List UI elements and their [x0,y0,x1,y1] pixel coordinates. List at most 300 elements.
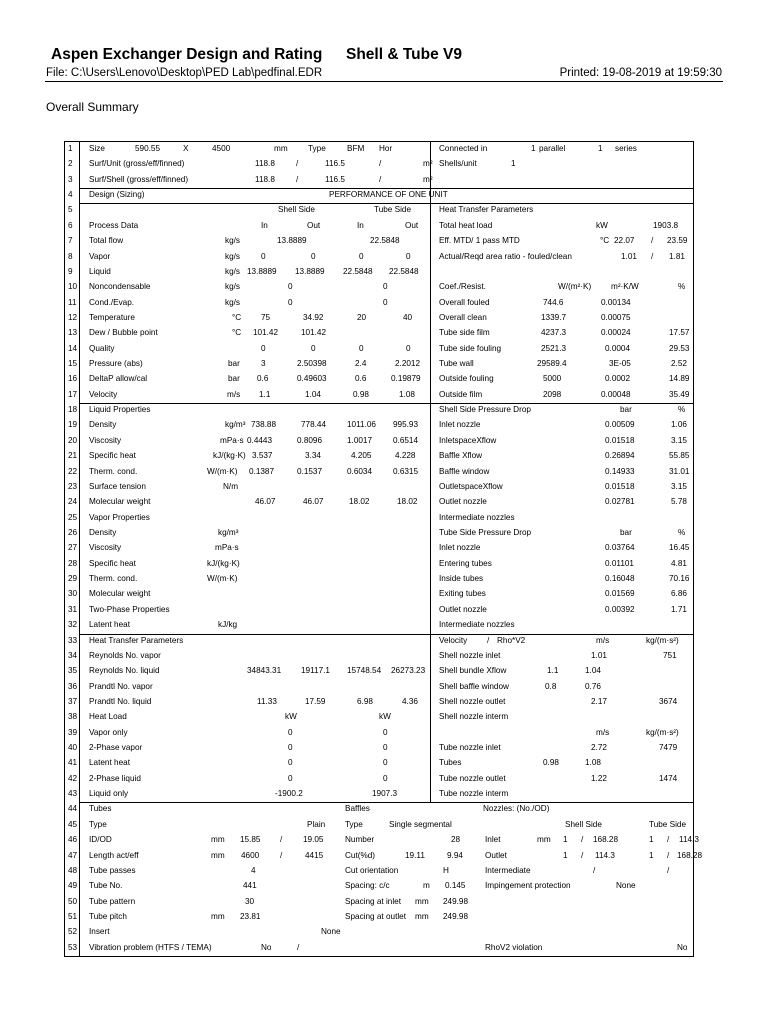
table-cell: 1.1 [547,666,559,676]
row-number: 3 [68,174,73,184]
table-cell: mm [537,835,551,845]
row-number: 39 [68,727,78,737]
table-cell: Tube side fouling [439,343,502,353]
table-cell: 1.0017 [347,435,373,445]
table-cell: 249.98 [443,912,469,921]
row-number: 19 [68,420,78,430]
table-cell: 28 [451,835,461,845]
table-cell: Viscosity [89,435,122,445]
table-cell: Reynolds No. liquid [89,666,160,676]
table-cell: Prandtl No. vapor [89,681,153,691]
table-cell: mPa·s [215,543,239,553]
table-cell: 0.6514 [393,435,419,445]
table-cell: 34843.31 [247,666,282,676]
table-cell: Velocity [89,389,118,399]
row-number: 14 [68,343,78,353]
table-cell: W/(m²·K) [558,282,592,292]
table-cell: Shell Side [565,819,602,829]
table-cell: 19117.1 [301,666,330,676]
table-cell: 0.01101 [605,558,634,568]
table-cell: Quality [89,343,115,353]
table-cell: 31.01 [669,466,690,476]
table-cell: kg/s [225,236,241,246]
table-cell: -1900.2 [275,789,303,799]
table-cell: 2-Phase liquid [89,773,141,783]
row-number: 11 [68,297,77,307]
table-cell: Surf/Shell (gross/eff/finned) [89,174,189,184]
row-number: 42 [68,773,78,783]
table-cell: Total heat load [439,220,493,230]
table-cell: 0.16048 [605,574,635,584]
printed-timestamp: Printed: 19-08-2019 at 19:59:30 [559,67,722,79]
table-cell: 9.94 [447,850,463,860]
table-cell: Latent heat [89,758,130,768]
table-cell: Liquid [89,266,111,276]
table-cell: 13.8889 [295,266,325,276]
row-number: 29 [68,574,78,584]
table-cell: 1.01 [591,650,607,660]
table-cell: BFM [347,144,365,153]
row-number: 25 [68,512,78,522]
table-cell: Cut(%d) [345,850,376,860]
table-cell: 3.537 [252,451,273,461]
table-cell: 2-Phase vapor [89,743,143,753]
table-cell: Outlet [485,850,507,860]
table-cell: Dew / Bubble point [89,328,158,338]
table-cell: mm [415,896,429,906]
row-number: 21 [68,451,78,461]
table-cell: 0 [311,251,316,261]
table-cell: 3E-05 [609,359,631,369]
table-cell: 3.15 [671,435,687,445]
row-number: 35 [68,666,78,676]
table-cell: Vapor [89,251,111,261]
table-cell: 0.49603 [297,374,327,384]
table-cell: 0 [406,251,411,261]
row-number: 49 [68,881,78,891]
table-cell: 46.07 [255,497,276,507]
table-cell: 34.92 [303,312,324,322]
table-cell: 0.00134 [601,297,631,307]
row-number: 40 [68,743,78,753]
table-cell: Inside tubes [439,574,484,584]
table-cell: mm [211,850,225,860]
table-cell: 1474 [659,773,678,783]
table-cell: 19.11 [405,850,425,860]
table-cell: 168.28 [677,850,703,860]
table-cell: 4415 [305,850,324,860]
table-cell: 0.8 [545,681,557,691]
table-cell: 29589.4 [537,359,567,369]
table-cell: Specific heat [89,558,136,568]
table-cell: 0 [288,743,293,753]
table-cell: 1 [598,144,603,153]
table-cell: 101.42 [301,328,327,338]
table-cell: 0 [359,343,364,353]
table-cell: Tube Side [374,205,412,215]
table-cell: / [651,236,654,246]
table-cell: °C [600,236,610,246]
table-cell: 4 [251,865,256,875]
table-cell: Hor [379,144,393,153]
table-cell: 0 [288,282,293,292]
row-number: 50 [68,896,78,906]
report-title: Aspen Exchanger Design and Rating [51,46,323,63]
row-number: 27 [68,543,78,553]
table-cell: In [261,220,268,230]
table-cell: Process Data [89,220,139,230]
table-cell: 0 [261,343,266,353]
table-cell: kg/(m·s²) [646,727,679,737]
table-cell: 0.03764 [605,543,635,553]
table-cell: 118.8 [255,159,275,169]
table-cell: 20 [357,312,367,322]
table-cell: °C [232,328,242,338]
table-cell: 23.81 [240,912,261,921]
table-cell: 778.44 [301,420,327,430]
table-cell: 1.08 [585,758,601,768]
table-cell: / [296,159,299,169]
table-cell: Outside film [439,389,483,399]
table-cell: Shell Side [278,205,315,215]
table-cell: Tube Side [649,819,687,829]
table-cell: kW [596,220,608,230]
table-cell: Tube side film [439,328,490,338]
table-cell: 46.07 [303,497,324,507]
row-number: 31 [68,604,78,614]
table-cell: 0.00024 [601,328,631,338]
table-cell: 1.04 [585,666,601,676]
table-cell: Tube nozzle outlet [439,773,506,783]
table-cell: / [667,835,670,845]
table-cell: 2.2012 [395,359,421,369]
table-cell: 0 [311,343,316,353]
table-cell: kg/s [225,297,241,307]
table-cell: W/(m·K) [207,574,238,584]
table-cell: 1 [649,835,654,845]
table-cell: 6.86 [671,589,687,599]
table-cell: / [593,865,596,875]
table-cell: 15.85 [240,835,261,845]
table-cell: 22.5848 [370,236,400,246]
row-number: 28 [68,558,78,568]
table-cell: Coef./Resist. [439,282,486,292]
table-cell: 22.07 [614,236,635,246]
table-cell: 11.33 [257,696,277,706]
table-cell: 0 [383,743,388,753]
table-cell: bar [228,359,240,369]
table-cell: OutletspaceXflow [439,481,503,491]
table-cell: 2.52 [671,359,687,369]
table-cell: 0.0004 [605,343,631,353]
table-cell: X [183,144,189,153]
table-cell: 0.1537 [297,466,323,476]
table-cell: Design (Sizing) [89,190,145,200]
table-cell: mm [415,912,429,921]
table-cell: / [581,850,584,860]
table-cell: 0.19879 [391,374,421,384]
table-cell: Cond./Evap. [89,297,135,307]
table-cell: Velocity [439,635,468,645]
table-cell: 4.81 [671,558,687,568]
table-cell: m²·K/W [611,282,639,292]
summary-table [64,141,703,957]
row-number: 5 [68,205,73,215]
table-cell: 1 [531,144,536,153]
table-cell: mm [211,835,225,845]
table-cell: / [581,835,584,845]
table-cell: parallel [539,144,566,153]
table-cell: Vibration problem (HTFS / TEMA) [89,942,212,952]
table-cell: 168.28 [593,835,619,845]
table-cell: Out [405,220,419,230]
table-cell: Rho*V2 [497,635,526,645]
table-cell: Temperature [89,312,135,322]
table-cell: Type [89,819,107,829]
table-cell: 5000 [543,374,562,384]
table-cell: 1.22 [591,773,607,783]
file-path: File: C:\Users\Lenovo\Desktop\PED Lab\pedfinal.EDR [46,67,323,79]
table-cell: kg/s [225,251,241,261]
table-cell: 249.98 [443,896,469,906]
section-title: Overall Summary [46,100,139,114]
table-cell: / [280,850,283,860]
table-cell: kg/m³ [218,528,239,537]
table-cell: Surf/Unit (gross/eff/finned) [89,159,185,169]
table-cell: 13.8889 [247,266,277,276]
row-number: 1 [68,144,73,153]
table-cell: Specific heat [89,451,136,461]
table-cell: Therm. cond. [89,466,138,476]
row-number: 34 [68,650,78,660]
table-cell: kg/s [225,282,241,292]
table-cell: m/s [596,727,610,737]
table-cell: Size [89,144,105,153]
table-cell: 1.81 [669,251,685,261]
table-cell: Heat Load [89,712,127,722]
table-cell: 0.6034 [347,466,373,476]
table-cell: Density [89,528,117,537]
table-cell: Type [308,144,326,153]
table-cell: Tubes [439,758,462,768]
table-cell: 23.59 [667,236,688,246]
table-cell: Intermediate nozzles [439,620,515,630]
row-number-divider [79,142,80,956]
table-cell: 55.85 [669,451,690,461]
table-cell: 1011.06 [347,420,376,430]
table-cell: No [677,942,688,952]
table-cell: 26273.23 [391,666,426,676]
table-cell: 0.14933 [605,466,635,476]
table-cell: series [615,144,637,153]
table-cell: Pressure (abs) [89,359,143,369]
row-number: 41 [68,758,78,768]
table-cell: 1903.8 [653,220,679,230]
row-number: 24 [68,497,78,507]
table-cell: Shell nozzle outlet [439,696,506,706]
table-cell: % [678,528,686,537]
table-cell: Overall clean [439,312,487,322]
table-cell: bar [228,374,240,384]
table-cell: 0.4443 [247,435,273,445]
table-cell: Tube pitch [89,912,127,921]
row-number: 17 [68,389,78,399]
table-cell: kg/s [225,266,241,276]
table-cell: Insert [89,927,110,937]
table-cell: Tube nozzle interm [439,789,509,799]
table-cell: 0 [383,282,388,292]
table-cell: kW [379,712,391,722]
table-cell: Type [345,819,363,829]
table-cell: / [667,850,670,860]
row-number: 10 [68,282,78,292]
table-cell: 1907.3 [372,789,398,799]
table-cell: 1.08 [399,389,415,399]
row-number: 12 [68,312,78,322]
table-cell: 0.6315 [393,466,419,476]
table-cell: Cut orientation [345,865,399,875]
table-cell: Number [345,835,375,845]
table-cell: 16.45 [669,543,690,553]
table-cell: Total flow [89,236,124,246]
table-cell: 738.88 [251,420,277,430]
table-cell: 0.145 [445,881,466,891]
table-cell: 0 [288,758,293,768]
row-number: 26 [68,528,78,537]
table-cell: 6.98 [357,696,373,706]
section-rule [80,403,693,404]
table-cell: 4237.3 [541,328,567,338]
row-number: 8 [68,251,73,261]
row-number: 45 [68,819,78,829]
table-cell: None [616,881,636,891]
table-cell: Tube nozzle inlet [439,743,501,753]
table-cell: 101.42 [253,328,279,338]
row-number: 23 [68,481,78,491]
table-cell: Baffle Xflow [439,451,483,461]
table-cell: 2521.3 [541,343,567,353]
table-cell: 118.8 [255,174,275,184]
table-cell: 116.5 [325,159,345,169]
table-cell: 0.1387 [249,466,275,476]
table-cell: Single segmental [389,819,452,829]
table-cell: 0.01518 [605,481,635,491]
table-cell: PERFORMANCE OF ONE UNIT [329,190,448,200]
column-divider [430,142,431,802]
table-cell: % [678,282,686,292]
table-cell: 7479 [659,743,678,753]
table-cell: / [297,942,300,952]
row-number: 9 [68,266,73,276]
table-cell: 1339.7 [541,312,567,322]
table-cell: Baffle window [439,466,490,476]
table-cell: 1.1 [259,389,271,399]
table-cell: 2.4 [355,359,367,369]
table-cell: Prandtl No. liquid [89,696,152,706]
table-cell: °C [232,312,242,322]
table-cell: / [379,174,382,184]
table-cell: 2.17 [591,696,607,706]
table-cell: In [357,220,364,230]
table-cell: kJ/(kg·K) [207,558,240,568]
table-cell: / [379,159,382,169]
table-cell: 0.8096 [297,435,323,445]
row-number: 30 [68,589,78,599]
table-cell: m² [423,174,433,184]
table-cell: 995.93 [393,420,419,430]
row-number: 15 [68,359,78,369]
table-cell: Noncondensable [89,282,151,292]
table-cell: mm [274,144,288,153]
table-cell: 0.0002 [605,374,631,384]
table-cell: 0.6 [257,374,269,384]
table-cell: kJ/kg [218,620,238,630]
table-cell: 2.72 [591,743,607,753]
table-cell: 2098 [543,389,562,399]
table-cell: 1.04 [305,389,321,399]
table-cell: None [321,927,341,937]
table-cell: 0.01518 [605,435,635,445]
row-number: 43 [68,789,78,799]
table-cell: 0.98 [353,389,369,399]
table-cell: Tube wall [439,359,474,369]
row-number: 32 [68,620,78,630]
table-cell: Molecular weight [89,497,151,507]
table-cell: / [487,635,490,645]
table-cell: Heat Transfer Parameters [439,205,534,215]
table-cell: Vapor Properties [89,512,150,522]
row-number: 2 [68,159,73,169]
table-cell: Tube pattern [89,896,136,906]
table-cell: 0.00075 [601,312,631,322]
table-cell: Eff. MTD/ 1 pass MTD [439,236,520,246]
table-cell: Viscosity [89,543,122,553]
table-cell: Entering tubes [439,558,492,568]
table-cell: Spacing at outlet [345,912,406,921]
table-cell: Shell bundle Xflow [439,666,507,676]
table-cell: 0 [383,773,388,783]
table-cell: / [280,835,283,845]
table-cell: Surface tension [89,481,146,491]
section-rule [80,203,693,204]
table-cell: 22.5848 [389,266,419,276]
row-number: 44 [68,804,78,814]
table-cell: 17.57 [669,328,690,338]
table-cell: Tube passes [89,865,136,875]
table-cell: / [296,174,299,184]
table-cell: Latent heat [89,620,130,630]
row-number: 6 [68,220,73,230]
table-cell: 30 [245,896,255,906]
table-cell: 0 [288,727,293,737]
table-cell: m² [423,159,433,169]
table-cell: Connected in [439,144,488,153]
table-cell: m [423,881,430,891]
product-name: Shell & Tube V9 [346,46,462,63]
table-cell: ID/OD [89,835,112,845]
table-cell: 0 [261,251,266,261]
table-cell: Spacing at inlet [345,896,401,906]
table-cell: 3.15 [671,481,687,491]
table-cell: / [667,865,670,875]
table-cell: Baffles [345,804,370,814]
table-cell: 116.5 [325,174,345,184]
table-cell: H [443,865,449,875]
table-cell: Intermediate nozzles [439,512,515,522]
table-cell: 29.53 [669,343,690,353]
table-cell: Liquid Properties [89,405,151,415]
table-cell: 5.78 [671,497,687,507]
